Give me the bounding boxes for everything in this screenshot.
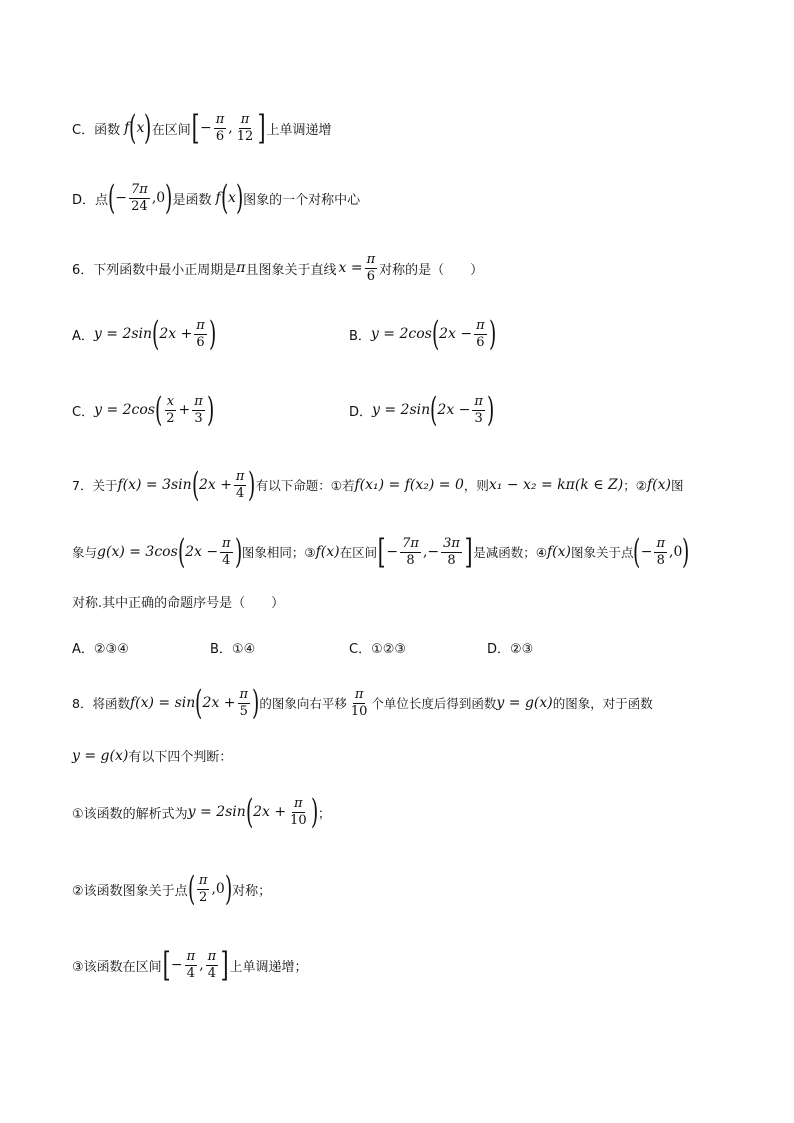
- fraction: $\frac{\pi}{6}$: [196, 317, 205, 350]
- judgement-2: ②该函数图象关于点 ( $\frac{\pi}{2}$ ,0 ) 对称；: [72, 869, 272, 909]
- fraction: $\frac{\pi}{4}$: [186, 948, 196, 981]
- fraction: $\frac{\pi}{3}$: [474, 393, 483, 426]
- fraction: $\frac{\pi}{5}$: [239, 686, 249, 719]
- q7-option-b: B．①④: [210, 642, 256, 657]
- q7-option-c: C．①②③: [349, 642, 407, 657]
- q7-option-a: A．②③④: [72, 642, 129, 657]
- fraction: $\frac{\pi}{4}$: [222, 535, 231, 568]
- fraction: $\frac{7\pi}{8}$: [402, 535, 419, 568]
- q6-option-d: D． y = 2sin ( 2x − $\frac{\pi}{3}$ ): [349, 390, 495, 430]
- fraction: $\frac{\pi}{2}$: [198, 872, 208, 905]
- question-7-line-2: 象与 g(x) = 3cos ( 2x − $\frac{\pi}{4}$ ) 图象相同；③ f(x) 在区间 [ − $\frac{7\pi}{8}$ ,− $\frac{3\pi}{8}$ ] 是减函数；④ f(x) 图象关于点 ( − $\frac{\pi}{8}$ ,0 ): [72, 532, 690, 572]
- question-8-line-2: y = g(x) 有以下四个判断：: [72, 747, 233, 765]
- question-6: 6．下列函数中最小正周期是 π 且图象关于直线 x = $\frac{\pi}{6}$ 对称的是（ ）: [72, 252, 484, 284]
- fraction: $\frac{\pi}{10}$: [350, 686, 368, 719]
- fraction: $\frac{\pi}{4}$: [207, 948, 217, 981]
- q7-option-d: D．②③: [487, 642, 534, 657]
- judgement-3: ③该函数在区间 [ − $\frac{\pi}{4}$ , $\frac{\pi}{4}$ ] 上单调递增；: [72, 945, 308, 985]
- fraction: $\frac{\pi}{6}$: [366, 252, 376, 284]
- q6-option-b: B． y = 2cos ( 2x − $\frac{\pi}{6}$ ): [349, 314, 496, 354]
- question-7-line-3: 对称.其中正确的命题序号是（ ）: [72, 596, 285, 611]
- option-c-q5: C．函数 f ( x ) 在区间 [ − $\frac{\pi}{6}$ , $\frac{\pi}{12}$ ] 上单调递增: [72, 108, 332, 148]
- fraction: $\frac{x}{2}$: [166, 393, 175, 426]
- judgement-1: ①该函数的解析式为 y = 2sin ( 2x + $\frac{\pi}{10}$ ) ；: [72, 792, 331, 832]
- option-d-q5: D．点 ( − $\frac{7\pi}{24}$ ,0 ) 是函数 f ( x ) 图象的一个对称中心: [72, 178, 361, 218]
- question-7-line-1: 7．关于 f(x) = 3sin ( 2x + $\frac{\pi}{4}$ ) 有以下命题：①若 f(x₁) = f(x₂) = 0 ，则 x₁ − x₂ = kπ(k ∈ Z) ；② f(x) 图: [72, 465, 684, 505]
- fraction: $\frac{\pi}{12}$: [236, 111, 254, 144]
- fraction: $\frac{\pi}{6}$: [215, 111, 225, 144]
- fraction: $\frac{3\pi}{8}$: [443, 535, 460, 568]
- question-8-line-1: 8．将函数 f(x) = sin ( 2x + $\frac{\pi}{5}$ ) 的图象向右平移 $\frac{\pi}{10}$ 个单位长度后得到函数 y = g(x) 的图象，对于函数: [72, 683, 653, 723]
- fraction: $\frac{\pi}{3}$: [194, 393, 203, 426]
- fraction: $\frac{\pi}{6}$: [476, 317, 485, 350]
- fraction: $\frac{\pi}{10}$: [290, 795, 307, 828]
- q6-option-a: A． y = 2sin ( 2x + $\frac{\pi}{6}$ ): [72, 314, 217, 354]
- fraction: $\frac{\pi}{8}$: [656, 535, 666, 568]
- q6-option-c: C． y = 2cos ( $\frac{x}{2}$ + $\frac{\pi}{3}$ ): [72, 390, 215, 430]
- fraction: $\frac{\pi}{4}$: [235, 468, 245, 501]
- fraction: $\frac{7\pi}{24}$: [131, 181, 148, 214]
